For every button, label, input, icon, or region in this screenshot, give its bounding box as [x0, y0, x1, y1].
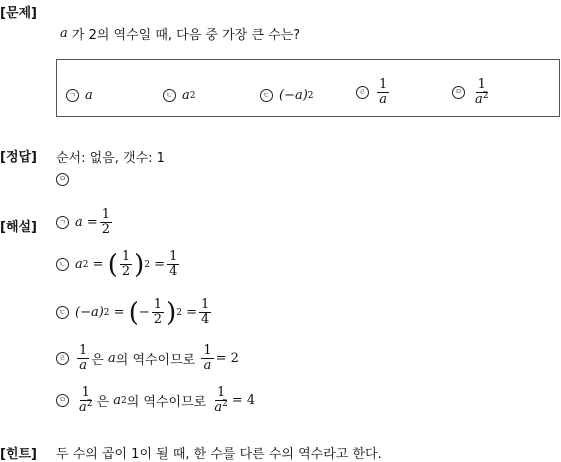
circled-mark: ㅁ: [56, 173, 69, 186]
fraction: [100, 208, 112, 237]
fraction: [120, 250, 132, 279]
denominator: a: [79, 358, 88, 373]
result: = 2: [215, 351, 239, 366]
denominator-exp: 2: [222, 399, 228, 409]
circled-mark: ㄴ: [56, 258, 69, 271]
fraction: [77, 344, 89, 373]
explanation-line-5: ㅁ $\frac{1}{a^2}$ 은 a 2 의 역수이므로 $\frac{1}{a^2}$ = 4: [56, 386, 255, 415]
answer-choice: [56, 173, 75, 186]
denominator: 2: [101, 222, 111, 237]
denominator: a: [214, 400, 223, 415]
denominator: a: [379, 92, 388, 107]
choice-expr: (−a): [279, 88, 308, 103]
choice-3[interactable]: ㄷ (−a) 2: [260, 88, 314, 103]
problem-label: [문제]: [0, 6, 37, 21]
numerator: 1: [169, 249, 178, 264]
open-paren: (: [107, 249, 118, 280]
numerator: 1: [153, 297, 163, 312]
choice-fraction: [473, 78, 491, 107]
hint-text: 두 수의 곱이 1이 될 때, 한 수를 다른 수의 역수라고 한다.: [56, 447, 382, 462]
equals: =: [154, 257, 166, 272]
fraction: [152, 298, 164, 327]
equals: =: [92, 257, 104, 272]
question-var: a: [60, 26, 68, 41]
explanation-line-1: [56, 208, 114, 237]
text: 의 역수이므로: [115, 353, 196, 368]
choice-4[interactable]: [356, 78, 391, 107]
circled-mark: ㄱ: [56, 216, 69, 229]
explanation-line-2: ㄴ a 2 = ( $\frac{1}{2}$ ) 2 = $\frac{1}{4}$: [56, 250, 181, 279]
denominator: a: [475, 92, 483, 107]
close-paren: ): [134, 249, 145, 280]
circled-mark: ㄷ: [260, 89, 273, 102]
numerator: 1: [216, 385, 226, 400]
close-paren: ): [166, 297, 177, 328]
choice-expr: a: [85, 88, 93, 103]
numerator: 1: [81, 385, 90, 400]
variable: a: [107, 351, 116, 366]
equals: =: [186, 305, 197, 320]
open-paren: (: [128, 297, 139, 328]
equals: =: [113, 305, 125, 320]
numerator: 1: [121, 249, 131, 264]
numerator: 1: [79, 343, 88, 358]
choice-1[interactable]: [66, 88, 93, 103]
circled-mark: ㄴ: [163, 89, 176, 102]
fraction: [212, 386, 230, 415]
choice-5[interactable]: [452, 78, 493, 107]
circled-mark: ㄱ: [66, 89, 79, 102]
answer-line: 순서: 없음, 갯수: 1: [56, 151, 165, 166]
circled-mark: ㄷ: [56, 306, 69, 319]
denominator: 4: [169, 264, 178, 279]
text: 의 역수이므로: [126, 395, 207, 410]
fraction: [77, 386, 95, 415]
denominator: 2: [121, 264, 131, 279]
circled-mark: ㄹ: [56, 352, 69, 365]
lhs: (−a): [75, 305, 104, 320]
lhs: a =: [75, 215, 98, 230]
denominator: a: [203, 358, 212, 373]
explanation-line-3: ㄷ (−a) 2 = ( − $\frac{1}{2}$ ) 2 = $\frac{1}{4}$: [56, 298, 213, 327]
explanation-label: [해설]: [0, 220, 37, 235]
numerator: 1: [477, 77, 486, 92]
circled-mark: ㅁ: [56, 394, 69, 407]
variable: a: [113, 393, 121, 408]
text: 은: [91, 353, 104, 368]
circled-mark: ㄹ: [356, 86, 369, 99]
text: 은: [96, 395, 110, 410]
fraction: [201, 344, 213, 373]
numerator: 1: [101, 207, 111, 222]
numerator: 1: [379, 77, 388, 92]
fraction: [199, 298, 211, 327]
minus-sign: −: [138, 305, 150, 320]
numerator: 1: [201, 297, 210, 312]
denominator-exp: 2: [86, 399, 93, 409]
denominator-exp: 2: [482, 91, 489, 101]
choice-fraction: [377, 78, 389, 107]
denominator: 2: [153, 312, 163, 327]
answer-label: [정답]: [0, 150, 37, 165]
lhs: a: [75, 257, 83, 272]
explanation-line-4: [56, 344, 239, 373]
choice-expr: a: [182, 88, 190, 103]
denominator: 4: [201, 312, 210, 327]
denominator: a: [79, 400, 87, 415]
hint-label: [힌트]: [0, 447, 37, 462]
question-body: 가 2의 역수일 때, 다음 중 가장 큰 수는?: [71, 28, 301, 43]
fraction: [167, 250, 179, 279]
choice-2[interactable]: ㄴ a 2: [163, 88, 196, 103]
numerator: 1: [203, 343, 212, 358]
circled-mark: ㅁ: [452, 86, 465, 99]
result: = 4: [231, 393, 256, 408]
question-text: [60, 24, 300, 43]
